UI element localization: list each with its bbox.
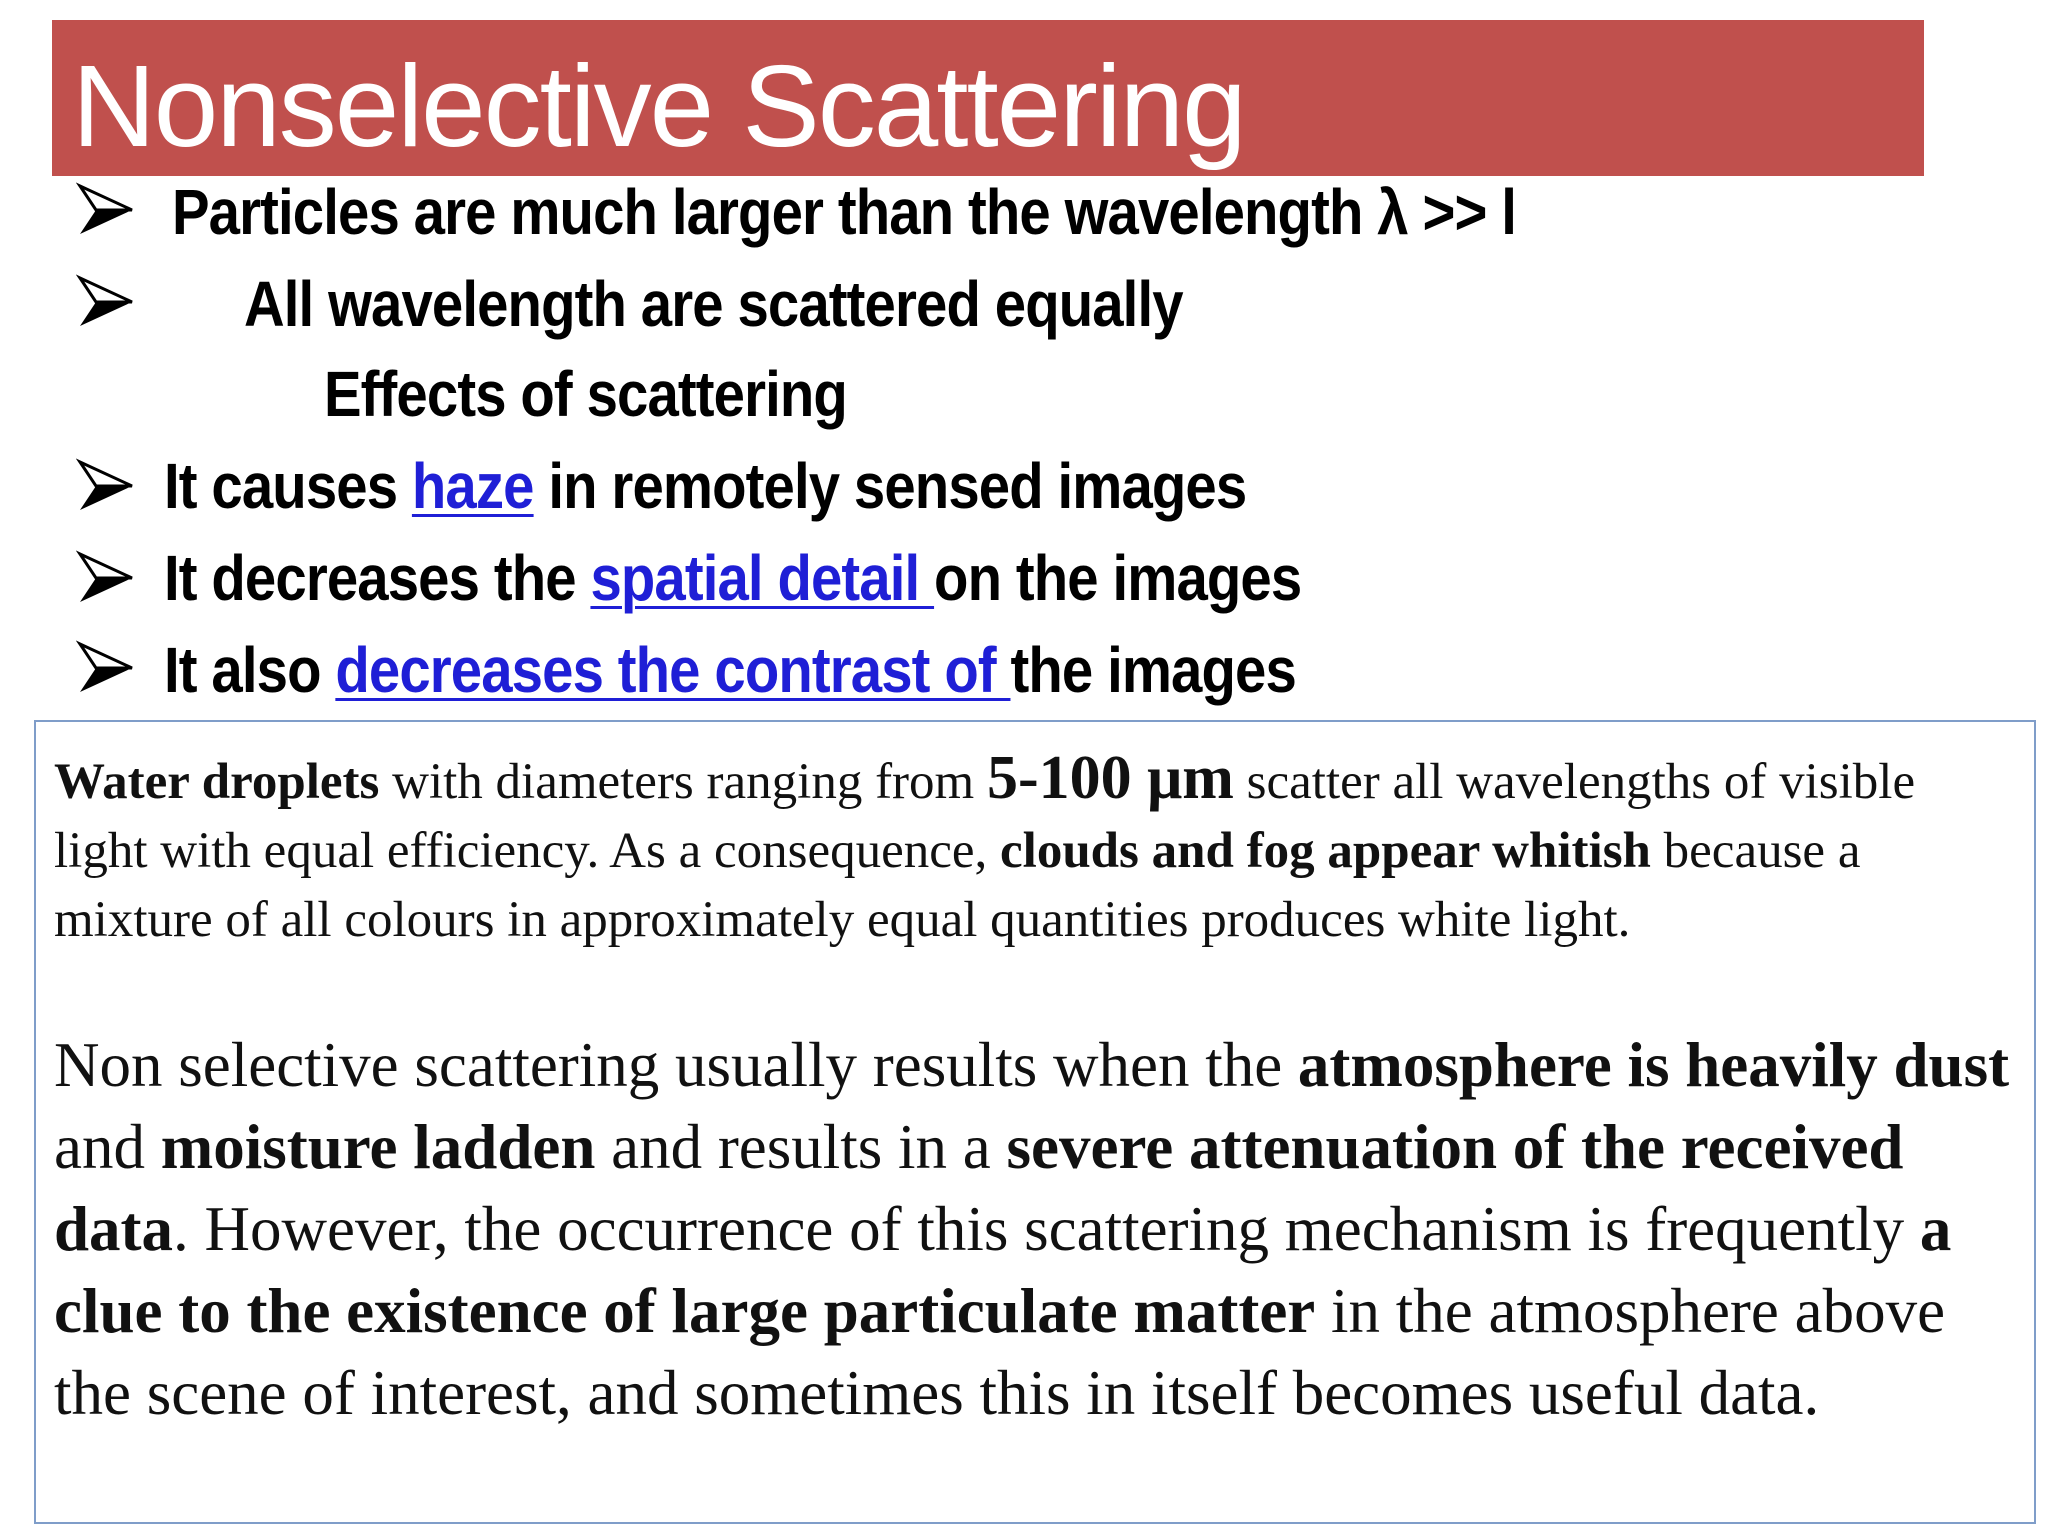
effects-subheading: Effects of scattering <box>324 358 847 430</box>
bullet-haze: It causes haze in remotely sensed images <box>164 450 1247 522</box>
arrowhead-bullet-icon <box>76 272 136 332</box>
spatial-detail-link[interactable]: spatial detail <box>590 542 935 614</box>
haze-link[interactable]: haze <box>411 450 534 522</box>
arrowhead-bullet-icon <box>76 638 136 698</box>
bullet-equal-scattering: All wavelength are scattered equally <box>244 268 1183 340</box>
slide-title: Nonselective Scattering <box>72 41 1245 171</box>
nonselective-scattering-paragraph: Non selective scattering usually results when the atmosphere is heavily dust and moisture ladden and results in a severe attenuation of the received data. However, the occurrence of this scattering mechanism is frequently a clue to the existence of large particulate matter in the atmosphere above the scene of interest, and sometimes this in itself becomes useful data. <box>54 1030 2010 1428</box>
bullet-spatial-detail: It decreases the spatial detail on the images <box>164 542 1302 614</box>
arrowhead-bullet-icon <box>76 180 136 240</box>
arrowhead-bullet-icon <box>76 548 136 608</box>
arrowhead-bullet-icon <box>76 456 136 516</box>
bullet-contrast: It also decreases the contrast of the images <box>164 634 1296 706</box>
contrast-link[interactable]: decreases the contrast of <box>335 634 1011 706</box>
bullet-particles-size: Particles are much larger than the wavelength λ >> l <box>172 176 1517 248</box>
water-droplets-paragraph: Water droplets with diameters ranging from 5-100 μm scatter all wavelengths of visible light with equal efficiency. As a consequence, clouds and fog appear whitish because a mixture of all colours in approximately equal quantities produces white light. <box>54 744 1916 948</box>
